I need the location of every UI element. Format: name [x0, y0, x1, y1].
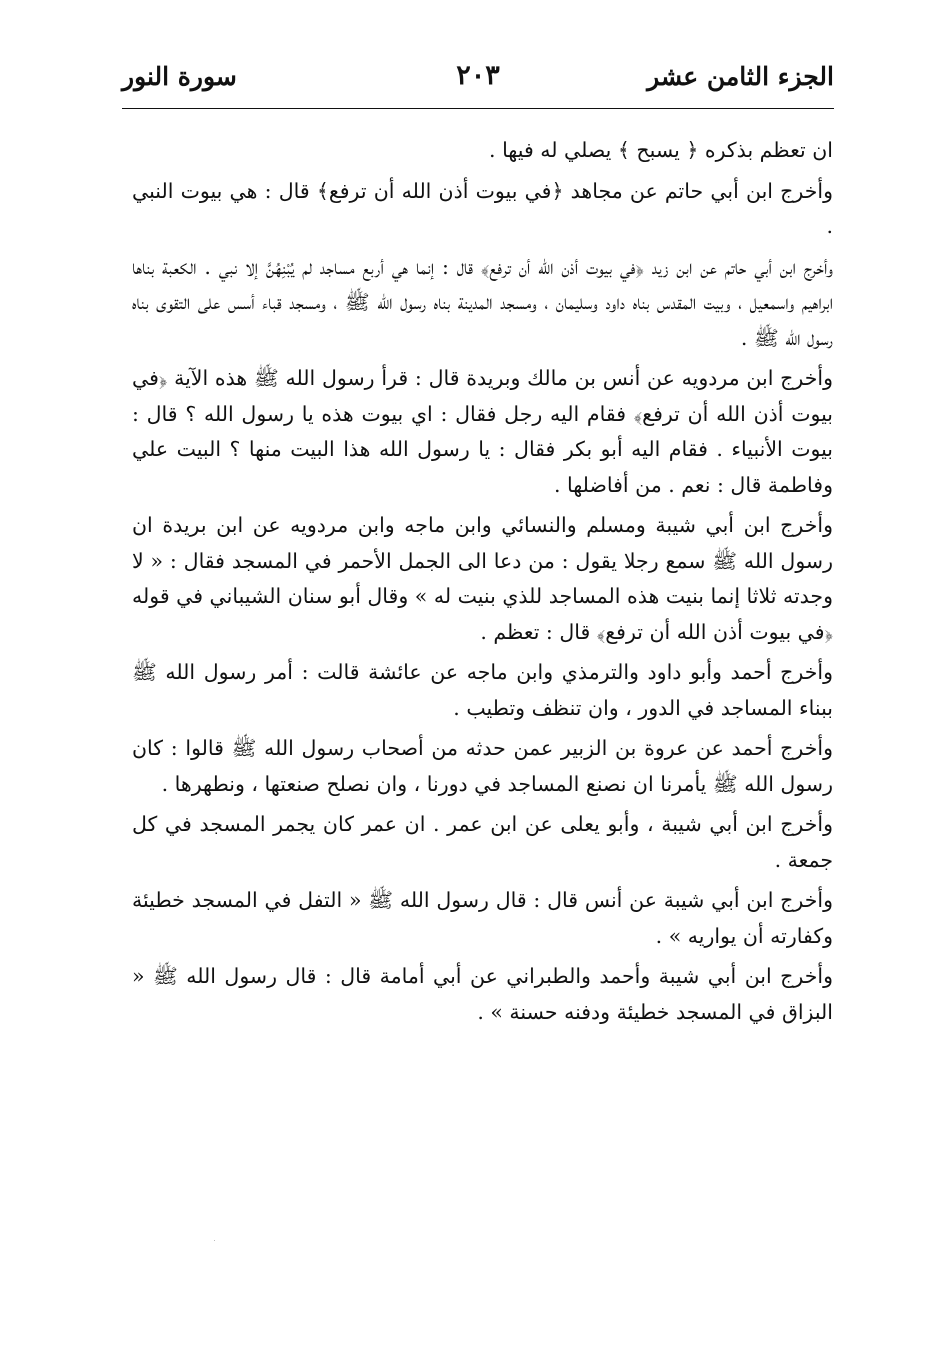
paragraph-5: وأخرج ابن أبي شيبة ومسلم والنسائي وابن ماجه وابن مردويه عن ابن بريدة ان رسول الله ﷺ سمع رجلا يقول : من دعا الى الجمل الأحمر في المسجد فقال : « لا وجدته ثلاثا إنما بنيت هذه المساجد للذي بنيت له » وقال أبو سنان الشيباني في قوله ﴿في بيوت أذن الله أن ترفع﴾ قال : تعظم .	[132, 513, 833, 644]
paragraph-8: وأخرج ابن أبي شيبة ، وأبو يعلى عن ابن عمر . ان عمر كان يجمر المسجد في كل جمعة .	[132, 812, 833, 872]
paragraph-9: وأخرج ابن أبي شيبة عن أنس قال : قال رسول الله ﷺ « التفل في المسجد خطيئة وكفارته أن يواريه » .	[132, 888, 833, 948]
paragraph-2: وأخرج ابن أبي حاتم عن مجاهد ﴿في بيوت أذن الله أن ترفع﴾ قال : هي بيوت النبي .	[132, 178, 833, 238]
paragraph-1: ان تعظم بذكره ﴿ يسبح ﴾ يصلي له فيها .	[489, 138, 833, 162]
page-number: ٢٠٣	[456, 60, 500, 91]
paragraph-7: وأخرج أحمد عن عروة بن الزبير عمن حدثه من أصحاب رسول الله ﷺ قالوا : كان رسول الله ﷺ يأمرنا ان نصنع المساجد في دورنا ، وان نصلح صنعتها ، ونطهرها .	[132, 736, 833, 796]
paragraph-6: وأخرج أحمد وأبو داود والترمذي وابن ماجه عن عائشة قالت : أمر رسول الله ﷺ ببناء المساجد في الدور ، وان تنظف وتطيب .	[132, 660, 833, 720]
running-header	[122, 58, 834, 102]
part-title: الجزء الثامن عشر	[647, 62, 834, 91]
paragraph-4: وأخرج ابن مردويه عن أنس بن مالك وبريدة قال : قرأ رسول الله ﷺ هذه الآية ﴿في بيوت أذن الله أن ترفع﴾ فقام اليه رجل فقال : اي بيوت هذه يا رسول الله ؟ قال : بيوت الأنبياء . فقام اليه أبو بكر فقال : يا رسول الله هذا البيت منها ؟ البيت علي وفاطمة قال : نعم . من أفاضلها .	[132, 366, 833, 497]
scan-mark	[214, 1240, 215, 1241]
paragraph-3: وأخرج ابن أبي حاتم عن ابن زيد ﴿في بيوت أذن الله أن ترفع﴾ قال : إنما هي أربع مساجد لم يُبْنِهُنَّ إلا نبي . الكعبة بناها ابراهيم واسمعيل ، وبيت المقدس بناه داود وسليمان ، ومسجد المدينة بناه رسول الله ﷺ ، ومسجد قباء أسس على التقوى بناه رسول الله ﷺ .	[132, 254, 833, 350]
surah-title: سورة النور	[122, 62, 237, 91]
body-text	[132, 133, 833, 1035]
paragraph-10: وأخرج ابن أبي شيبة وأحمد والطبراني عن أبي أمامة قال : قال رسول الله ﷺ « البزاق في المسجد خطيئة ودفنه حسنة » .	[132, 964, 833, 1024]
header-divider	[122, 108, 834, 109]
